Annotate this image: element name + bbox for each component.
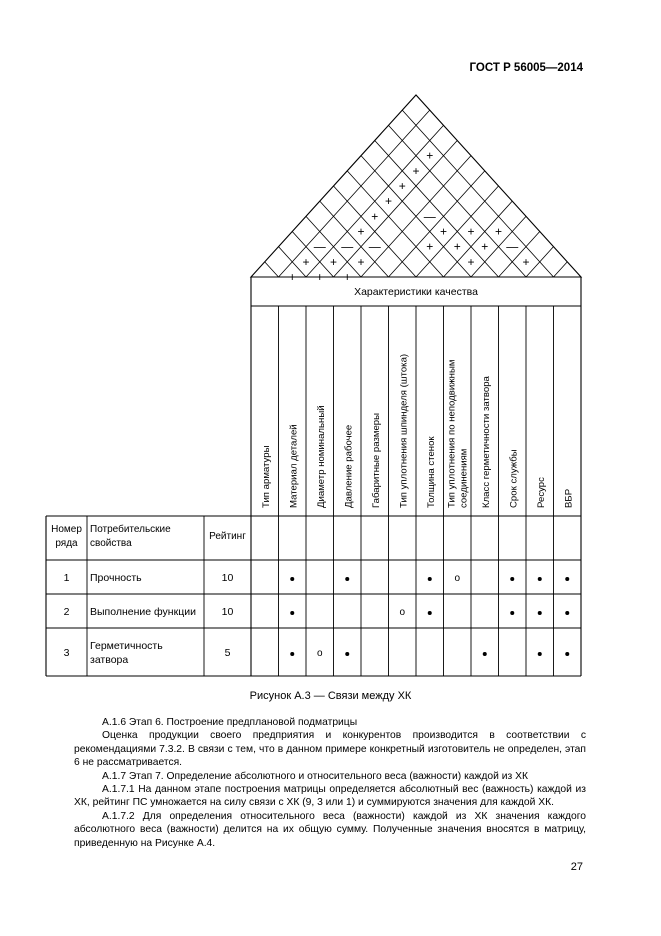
row-rating: 10 xyxy=(221,606,234,618)
strong-relation-mark xyxy=(290,652,294,656)
paragraph: Оценка продукции своего предприятия и конкурентов производится в соответствии с рекомендациями 7.3.2. В связи с тем, что в данном примере конкретный изготовитель не определен, этап 6 не рассматривается. xyxy=(74,730,586,769)
paragraph: А.1.7.1 На данном этапе построения матрицы определяется абсолютный вес (важность) каждой из ХК, рейтинг ПС умножается на силу связи с ХК (9, 3 или 1) и суммируются значения для каждой ХК. xyxy=(74,784,586,809)
strong-relation-mark xyxy=(345,577,349,581)
roof-diagonal xyxy=(292,232,333,278)
strong-relation-mark xyxy=(565,577,569,581)
strong-relation-mark xyxy=(510,577,514,581)
roof-plus-mark: + xyxy=(467,254,475,269)
roof-plus-mark: + xyxy=(439,224,448,239)
characteristic-label: Диаметр номинальный xyxy=(315,405,327,508)
row-rating: 5 xyxy=(224,647,231,659)
header-consumer-label: свойства xyxy=(90,538,132,549)
roof-plus-mark: + xyxy=(412,163,420,178)
roof-diagonal xyxy=(375,141,499,278)
characteristic-label: Габаритные размеры xyxy=(370,412,382,508)
roof-plus-mark: + xyxy=(357,224,365,239)
strong-relation-mark xyxy=(428,611,432,615)
strong-relation-mark xyxy=(483,652,487,656)
roof-plus-mark: + xyxy=(467,224,475,239)
roof-plus-mark: + xyxy=(522,254,530,269)
roof-plus-mark: + xyxy=(316,270,324,284)
characteristic-label: Срок службы xyxy=(508,449,520,508)
characteristic-label: соединениям xyxy=(458,448,470,508)
correlation-roof xyxy=(251,95,581,284)
strong-relation-mark xyxy=(565,652,569,656)
strong-relation-mark xyxy=(538,611,542,615)
roof-minus-mark: — xyxy=(423,209,436,224)
roof-plus-mark: + xyxy=(481,239,489,254)
row-rating: 10 xyxy=(221,572,234,584)
roof-diagonal xyxy=(265,262,279,277)
roof-diagonal xyxy=(279,110,430,277)
roof-plus-mark: + xyxy=(343,270,351,284)
roof-plus-mark: + xyxy=(426,148,434,163)
characteristic-label: Материал деталей xyxy=(288,424,300,508)
medium-relation-mark: o xyxy=(316,648,323,659)
header-rating-label: Рейтинг xyxy=(209,531,246,542)
characteristic-label: Толщина стенок xyxy=(425,436,437,508)
roof-plus-mark: + xyxy=(371,209,379,224)
roof-plus-mark: + xyxy=(329,254,338,269)
page-number: 27 xyxy=(570,861,583,873)
standard-header: ГОСТ Р 56005—2014 xyxy=(469,62,583,74)
row-property: Выполнение функции xyxy=(90,606,196,618)
roof-minus-mark: — xyxy=(506,239,519,254)
characteristic-label: ВБР xyxy=(563,488,575,508)
characteristic-label: Давление рабочее xyxy=(343,424,355,508)
header-consumer-label: Потребительские xyxy=(90,524,171,535)
roof-plus-mark: + xyxy=(288,270,296,284)
roof-plus-mark: + xyxy=(453,239,461,254)
medium-relation-mark: o xyxy=(454,573,461,584)
row-property: Герметичность xyxy=(90,640,163,652)
roof-diagonal xyxy=(334,141,458,278)
roof-diagonal xyxy=(402,110,553,277)
body-text xyxy=(74,716,586,850)
figure-caption: Рисунок А.3 — Связи между ХК xyxy=(249,690,412,702)
roof-plus-mark: + xyxy=(384,194,393,209)
roof-plus-mark: + xyxy=(302,254,310,269)
medium-relation-mark: o xyxy=(399,607,406,618)
paragraph: А.1.6 Этап 6. Построение предплановой подматрицы xyxy=(102,717,358,728)
strong-relation-mark xyxy=(510,611,514,615)
roof-minus-mark: — xyxy=(313,239,326,254)
header-num-label: Номер xyxy=(51,524,82,535)
roof-plus-mark: + xyxy=(398,179,406,193)
roof-plus-mark: + xyxy=(357,254,365,269)
characteristic-label: Класс герметичности затвора xyxy=(480,376,492,508)
paragraph: А.1.7 Этап 7. Определение абсолютного и относительного веса (важности) каждой из ХК xyxy=(102,770,528,782)
characteristic-label: Ресурс xyxy=(535,477,547,508)
paragraph: А.1.7.2 Для определения относительного веса (важности) каждой из ХК значения каждого абсолютного веса (важности) делится на их общую сумму. Полученные значения вносятся в матрицу, приведенную на Рисунке А.4. xyxy=(74,810,586,849)
row-number: 1 xyxy=(63,572,70,584)
matrix-title: Характеристики качества xyxy=(354,286,478,298)
characteristic-label: Тип уплотнения шпинделя (штока) xyxy=(398,353,410,508)
roof-diagonal xyxy=(499,232,540,278)
roof-minus-mark: — xyxy=(341,239,354,254)
row-number: 3 xyxy=(63,647,70,659)
strong-relation-mark xyxy=(538,577,542,581)
strong-relation-mark xyxy=(538,652,542,656)
roof-diagonal xyxy=(554,262,568,277)
roof-plus-mark: + xyxy=(494,224,503,239)
characteristic-label: Тип уплотнения по неподвижным xyxy=(446,359,458,508)
strong-relation-mark xyxy=(290,611,294,615)
strong-relation-mark xyxy=(565,611,569,615)
roof-plus-mark: + xyxy=(426,239,434,254)
row-property: затвора xyxy=(90,654,129,666)
strong-relation-mark xyxy=(428,577,432,581)
roof-minus-mark: — xyxy=(368,239,381,254)
strong-relation-mark xyxy=(345,652,349,656)
row-property: Прочность xyxy=(90,572,142,584)
row-number: 2 xyxy=(63,606,70,618)
strong-relation-mark xyxy=(290,577,294,581)
relationship-matrix xyxy=(46,277,581,676)
characteristic-label: Тип арматуры xyxy=(260,445,272,508)
header-num-label: ряда xyxy=(55,538,78,549)
